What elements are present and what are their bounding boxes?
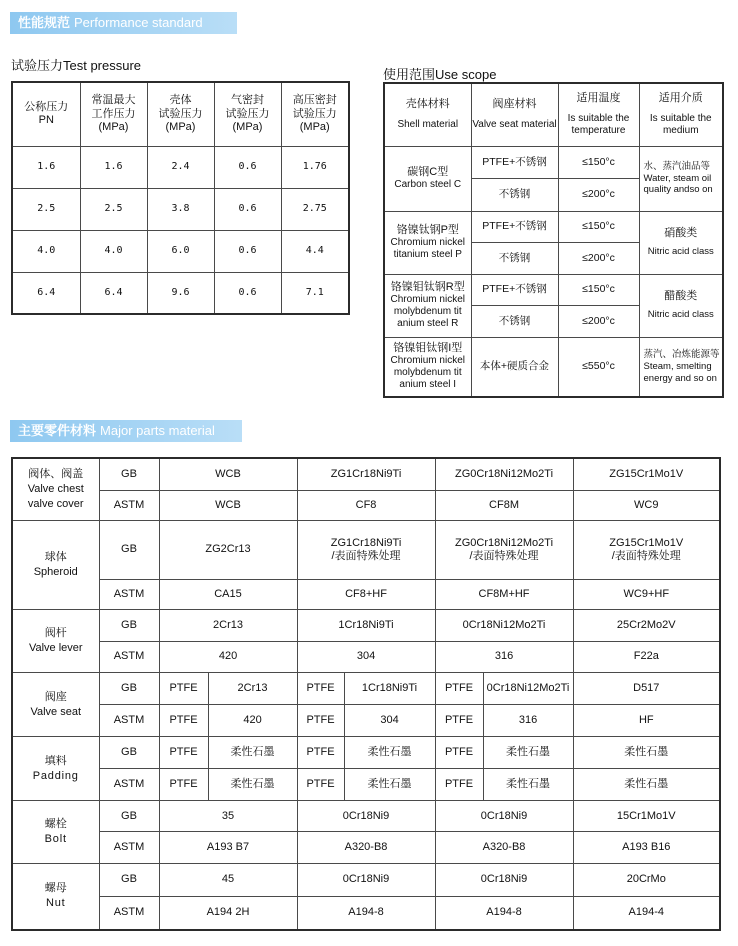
column-header: 壳体 试验压力 (MPa): [147, 82, 214, 146]
table-row: [12, 768, 720, 800]
medium-en: Nitric acid class: [647, 246, 714, 258]
material-cell: CF8M+HF: [435, 579, 573, 609]
material-cell: WC9: [573, 490, 720, 520]
shell-en: Chromium nickel molybdenum tit anium steel R: [390, 294, 465, 330]
table-row: [12, 642, 720, 672]
table-row: [384, 211, 723, 243]
table-row: [12, 610, 720, 642]
material-cell: WCB: [159, 490, 297, 520]
shell-en: Chromium nickel titanium steel P: [390, 237, 465, 261]
material-cell: A320-B8: [435, 832, 573, 863]
header-en: Is suitable the medium: [649, 113, 712, 137]
material-cell: ZG1Cr18Ni9Ti: [297, 458, 435, 490]
seat-material-cell: 不锈钢: [471, 243, 558, 275]
table-row: [12, 705, 720, 737]
temperature-cell: ≤200°c: [558, 306, 639, 338]
material-cell: 420: [159, 642, 297, 672]
part-name-cell: 阀体、阀盖 Valve chest valve cover: [12, 458, 99, 521]
standard-label: GB: [99, 672, 159, 704]
material-cell: WCB: [159, 458, 297, 490]
table-cell: 2.75: [281, 188, 349, 230]
table-cell: 1.76: [281, 146, 349, 188]
material-cell: PTFE: [159, 705, 208, 737]
material-cell: 柔性石墨: [344, 737, 435, 768]
table-row: [12, 458, 720, 490]
part-name-cell: 球体 Spheroid: [12, 521, 99, 610]
standard-label: GB: [99, 863, 159, 896]
material-cell: PTFE: [435, 705, 483, 737]
material-cell: 2Cr13: [159, 610, 297, 642]
standard-label: ASTM: [99, 642, 159, 672]
standard-label: GB: [99, 737, 159, 768]
part-name-cell: 螺栓 Bolt: [12, 801, 99, 864]
section-banner-major-parts: [10, 420, 242, 442]
material-cell: HF: [573, 705, 720, 737]
standard-label: GB: [99, 801, 159, 832]
column-header: [639, 83, 723, 146]
material-cell: 25Cr2Mo2V: [573, 610, 720, 642]
table-row: [12, 863, 720, 896]
table-cell: 0.6: [214, 230, 281, 272]
table-row: [384, 337, 723, 397]
standard-label: ASTM: [99, 705, 159, 737]
material-cell: ZG2Cr13: [159, 521, 297, 580]
table-row: [12, 272, 349, 314]
seat-material-cell: 不锈钢: [471, 306, 558, 338]
table-cell: 0.6: [214, 188, 281, 230]
column-header: 常温最大 工作压力 (MPa): [80, 82, 147, 146]
temperature-cell: ≤150°c: [558, 146, 639, 179]
header-en: Shell material: [397, 119, 459, 131]
material-cell: D517: [573, 672, 720, 704]
table-row: [12, 490, 720, 520]
table-row: [12, 146, 349, 188]
table-row: [12, 832, 720, 863]
shell-cn: 铬镍钼钛钢I型: [393, 342, 463, 355]
table-row: [12, 579, 720, 609]
material-cell: 316: [483, 705, 573, 737]
table-row: [12, 672, 720, 704]
header-en: Is suitable the temperature: [567, 113, 630, 137]
seat-material-cell: 不锈钢: [471, 179, 558, 212]
material-cell: PTFE: [435, 672, 483, 704]
section-banner-cn: 主要零件材料: [18, 423, 97, 438]
medium-cn: 醋酸类: [664, 289, 698, 302]
table-row: [12, 897, 720, 930]
header-cn: 阀座材料: [492, 98, 537, 111]
column-header: [558, 83, 639, 146]
column-header: 气密封 试验压力 (MPa): [214, 82, 281, 146]
material-cell: 15Cr1Mo1V: [573, 801, 720, 832]
material-cell: ZG15Cr1Mo1V /表面特殊处理: [573, 521, 720, 580]
material-cell: PTFE: [159, 672, 208, 704]
part-name-cell: 阀座 Valve seat: [12, 672, 99, 737]
table-row: [12, 801, 720, 832]
material-cell: CF8M: [435, 490, 573, 520]
major-parts-table: [11, 457, 721, 931]
material-cell: A320-B8: [297, 832, 435, 863]
material-cell: ZG1Cr18Ni9Ti /表面特殊处理: [297, 521, 435, 580]
temperature-cell: ≤200°c: [558, 243, 639, 275]
table-cell: 2.4: [147, 146, 214, 188]
material-cell: 45: [159, 863, 297, 896]
section-banner-cn: 性能规范: [18, 15, 71, 30]
table-cell: 0.6: [214, 272, 281, 314]
material-cell: 35: [159, 801, 297, 832]
part-name-cell: 螺母 Nut: [12, 863, 99, 930]
temperature-cell: ≤200°c: [558, 179, 639, 212]
material-cell: 0Cr18Ni12Mo2Ti: [435, 610, 573, 642]
material-cell: 柔性石墨: [208, 737, 297, 768]
material-cell: 柔性石墨: [483, 768, 573, 800]
material-cell: CF8+HF: [297, 579, 435, 609]
use-scope-table: [383, 82, 724, 398]
material-cell: 1Cr18Ni9Ti: [297, 610, 435, 642]
column-header: 高压密封 试验压力 (MPa): [281, 82, 349, 146]
material-cell: 0Cr18Ni9: [435, 801, 573, 832]
column-header: 公称压力 PN: [12, 82, 80, 146]
standard-label: ASTM: [99, 897, 159, 930]
shell-material-cell: [384, 337, 471, 397]
table-row: [12, 230, 349, 272]
table-row: [12, 521, 720, 580]
medium-cell: [639, 274, 723, 337]
seat-material-cell: 本体+硬质合金: [471, 337, 558, 397]
material-cell: 柔性石墨: [344, 768, 435, 800]
seat-material-cell: PTFE+不锈钢: [471, 211, 558, 243]
material-cell: CF8: [297, 490, 435, 520]
material-cell: PTFE: [159, 737, 208, 768]
material-cell: PTFE: [297, 768, 344, 800]
material-cell: A194 2H: [159, 897, 297, 930]
standard-label: GB: [99, 610, 159, 642]
seat-material-cell: PTFE+不锈钢: [471, 146, 558, 179]
standard-label: ASTM: [99, 768, 159, 800]
shell-cn: 铬镍钛钢P型: [396, 223, 459, 236]
material-cell: PTFE: [297, 672, 344, 704]
header-cn: 适用温度: [576, 92, 621, 105]
material-cell: 柔性石墨: [573, 737, 720, 768]
material-cell: 1Cr18Ni9Ti: [344, 672, 435, 704]
material-cell: ZG15Cr1Mo1V: [573, 458, 720, 490]
header-en: Valve seat material: [472, 119, 557, 131]
material-cell: WC9+HF: [573, 579, 720, 609]
table-row: [384, 274, 723, 306]
standard-label: ASTM: [99, 832, 159, 863]
material-cell: A193 B16: [573, 832, 720, 863]
table-cell: 1.6: [80, 146, 147, 188]
material-cell: 304: [344, 705, 435, 737]
table-cell: 4.0: [80, 230, 147, 272]
material-cell: 柔性石墨: [208, 768, 297, 800]
material-cell: PTFE: [159, 768, 208, 800]
table-cell: 6.0: [147, 230, 214, 272]
temperature-cell: ≤150°c: [558, 274, 639, 306]
table-cell: 1.6: [12, 146, 80, 188]
material-cell: F22a: [573, 642, 720, 672]
shell-material-cell: [384, 211, 471, 274]
material-cell: PTFE: [297, 705, 344, 737]
material-cell: A193 B7: [159, 832, 297, 863]
medium-cell: [639, 211, 723, 274]
table-cell: 0.6: [214, 146, 281, 188]
material-cell: 316: [435, 642, 573, 672]
material-cell: A194-8: [297, 897, 435, 930]
table-cell: 6.4: [80, 272, 147, 314]
material-cell: PTFE: [297, 737, 344, 768]
test-pressure-title: 试验压力Test pressure: [11, 58, 142, 73]
standard-label: ASTM: [99, 579, 159, 609]
material-cell: 0Cr18Ni9: [297, 801, 435, 832]
material-cell: 柔性石墨: [573, 768, 720, 800]
shell-cn: 铬镍钼钛钢R型: [390, 280, 465, 293]
standard-label: ASTM: [99, 490, 159, 520]
column-header: [384, 83, 471, 146]
material-cell: ZG0Cr18Ni12Mo2Ti: [435, 458, 573, 490]
shell-en: Chromium nickel molybdenum tit anium steel I: [390, 355, 465, 391]
material-cell: A194-8: [435, 897, 573, 930]
material-cell: 柔性石墨: [483, 737, 573, 768]
table-cell: 3.8: [147, 188, 214, 230]
table-cell: 6.4: [12, 272, 80, 314]
table-cell: 9.6: [147, 272, 214, 314]
temperature-cell: ≤550°c: [558, 337, 639, 397]
table-header-row: [12, 82, 349, 146]
header-cn: 适用介质: [658, 92, 703, 105]
medium-cell: 蒸汽、冶炼能源等 Steam, smelting energy and so on: [639, 337, 723, 397]
table-cell: 7.1: [281, 272, 349, 314]
standard-label: GB: [99, 458, 159, 490]
material-cell: 420: [208, 705, 297, 737]
standard-label: GB: [99, 521, 159, 580]
table-row: [384, 146, 723, 179]
part-name-cell: 阀杆 Valve lever: [12, 610, 99, 673]
shell-material-cell: [384, 274, 471, 337]
medium-en: Nitric acid class: [647, 309, 714, 321]
header-cn: 壳体材料: [405, 98, 450, 111]
table-cell: 2.5: [12, 188, 80, 230]
material-cell: CA15: [159, 579, 297, 609]
material-cell: 304: [297, 642, 435, 672]
table-cell: 2.5: [80, 188, 147, 230]
test-pressure-table: [11, 81, 350, 315]
material-cell: PTFE: [435, 737, 483, 768]
material-cell: 0Cr18Ni12Mo2Ti: [483, 672, 573, 704]
seat-material-cell: PTFE+不锈钢: [471, 274, 558, 306]
part-name-cell: 填料 Padding: [12, 737, 99, 801]
section-banner-en: Major parts material: [100, 423, 215, 438]
table-row: [12, 737, 720, 768]
column-header: [471, 83, 558, 146]
table-header-row: [384, 83, 723, 146]
material-cell: ZG0Cr18Ni12Mo2Ti /表面特殊处理: [435, 521, 573, 580]
medium-cn: 硝酸类: [664, 226, 698, 239]
material-cell: 2Cr13: [208, 672, 297, 704]
table-cell: 4.4: [281, 230, 349, 272]
shell-material-cell: [384, 146, 471, 211]
shell-en: Carbon steel C: [394, 179, 462, 191]
material-cell: 0Cr18Ni9: [435, 863, 573, 896]
table-row: [12, 188, 349, 230]
shell-cn: 碳钢C型: [407, 165, 449, 178]
medium-cell: 水、蒸汽油品等 Water, steam oil quality andso on: [639, 146, 723, 211]
temperature-cell: ≤150°c: [558, 211, 639, 243]
material-cell: 20CrMo: [573, 863, 720, 896]
section-banner-performance: [10, 12, 237, 34]
material-cell: PTFE: [435, 768, 483, 800]
table-cell: 4.0: [12, 230, 80, 272]
use-scope-title: 使用范围Use scope: [383, 67, 497, 82]
material-cell: A194-4: [573, 897, 720, 930]
section-banner-en: Performance standard: [74, 15, 203, 30]
material-cell: 0Cr18Ni9: [297, 863, 435, 896]
